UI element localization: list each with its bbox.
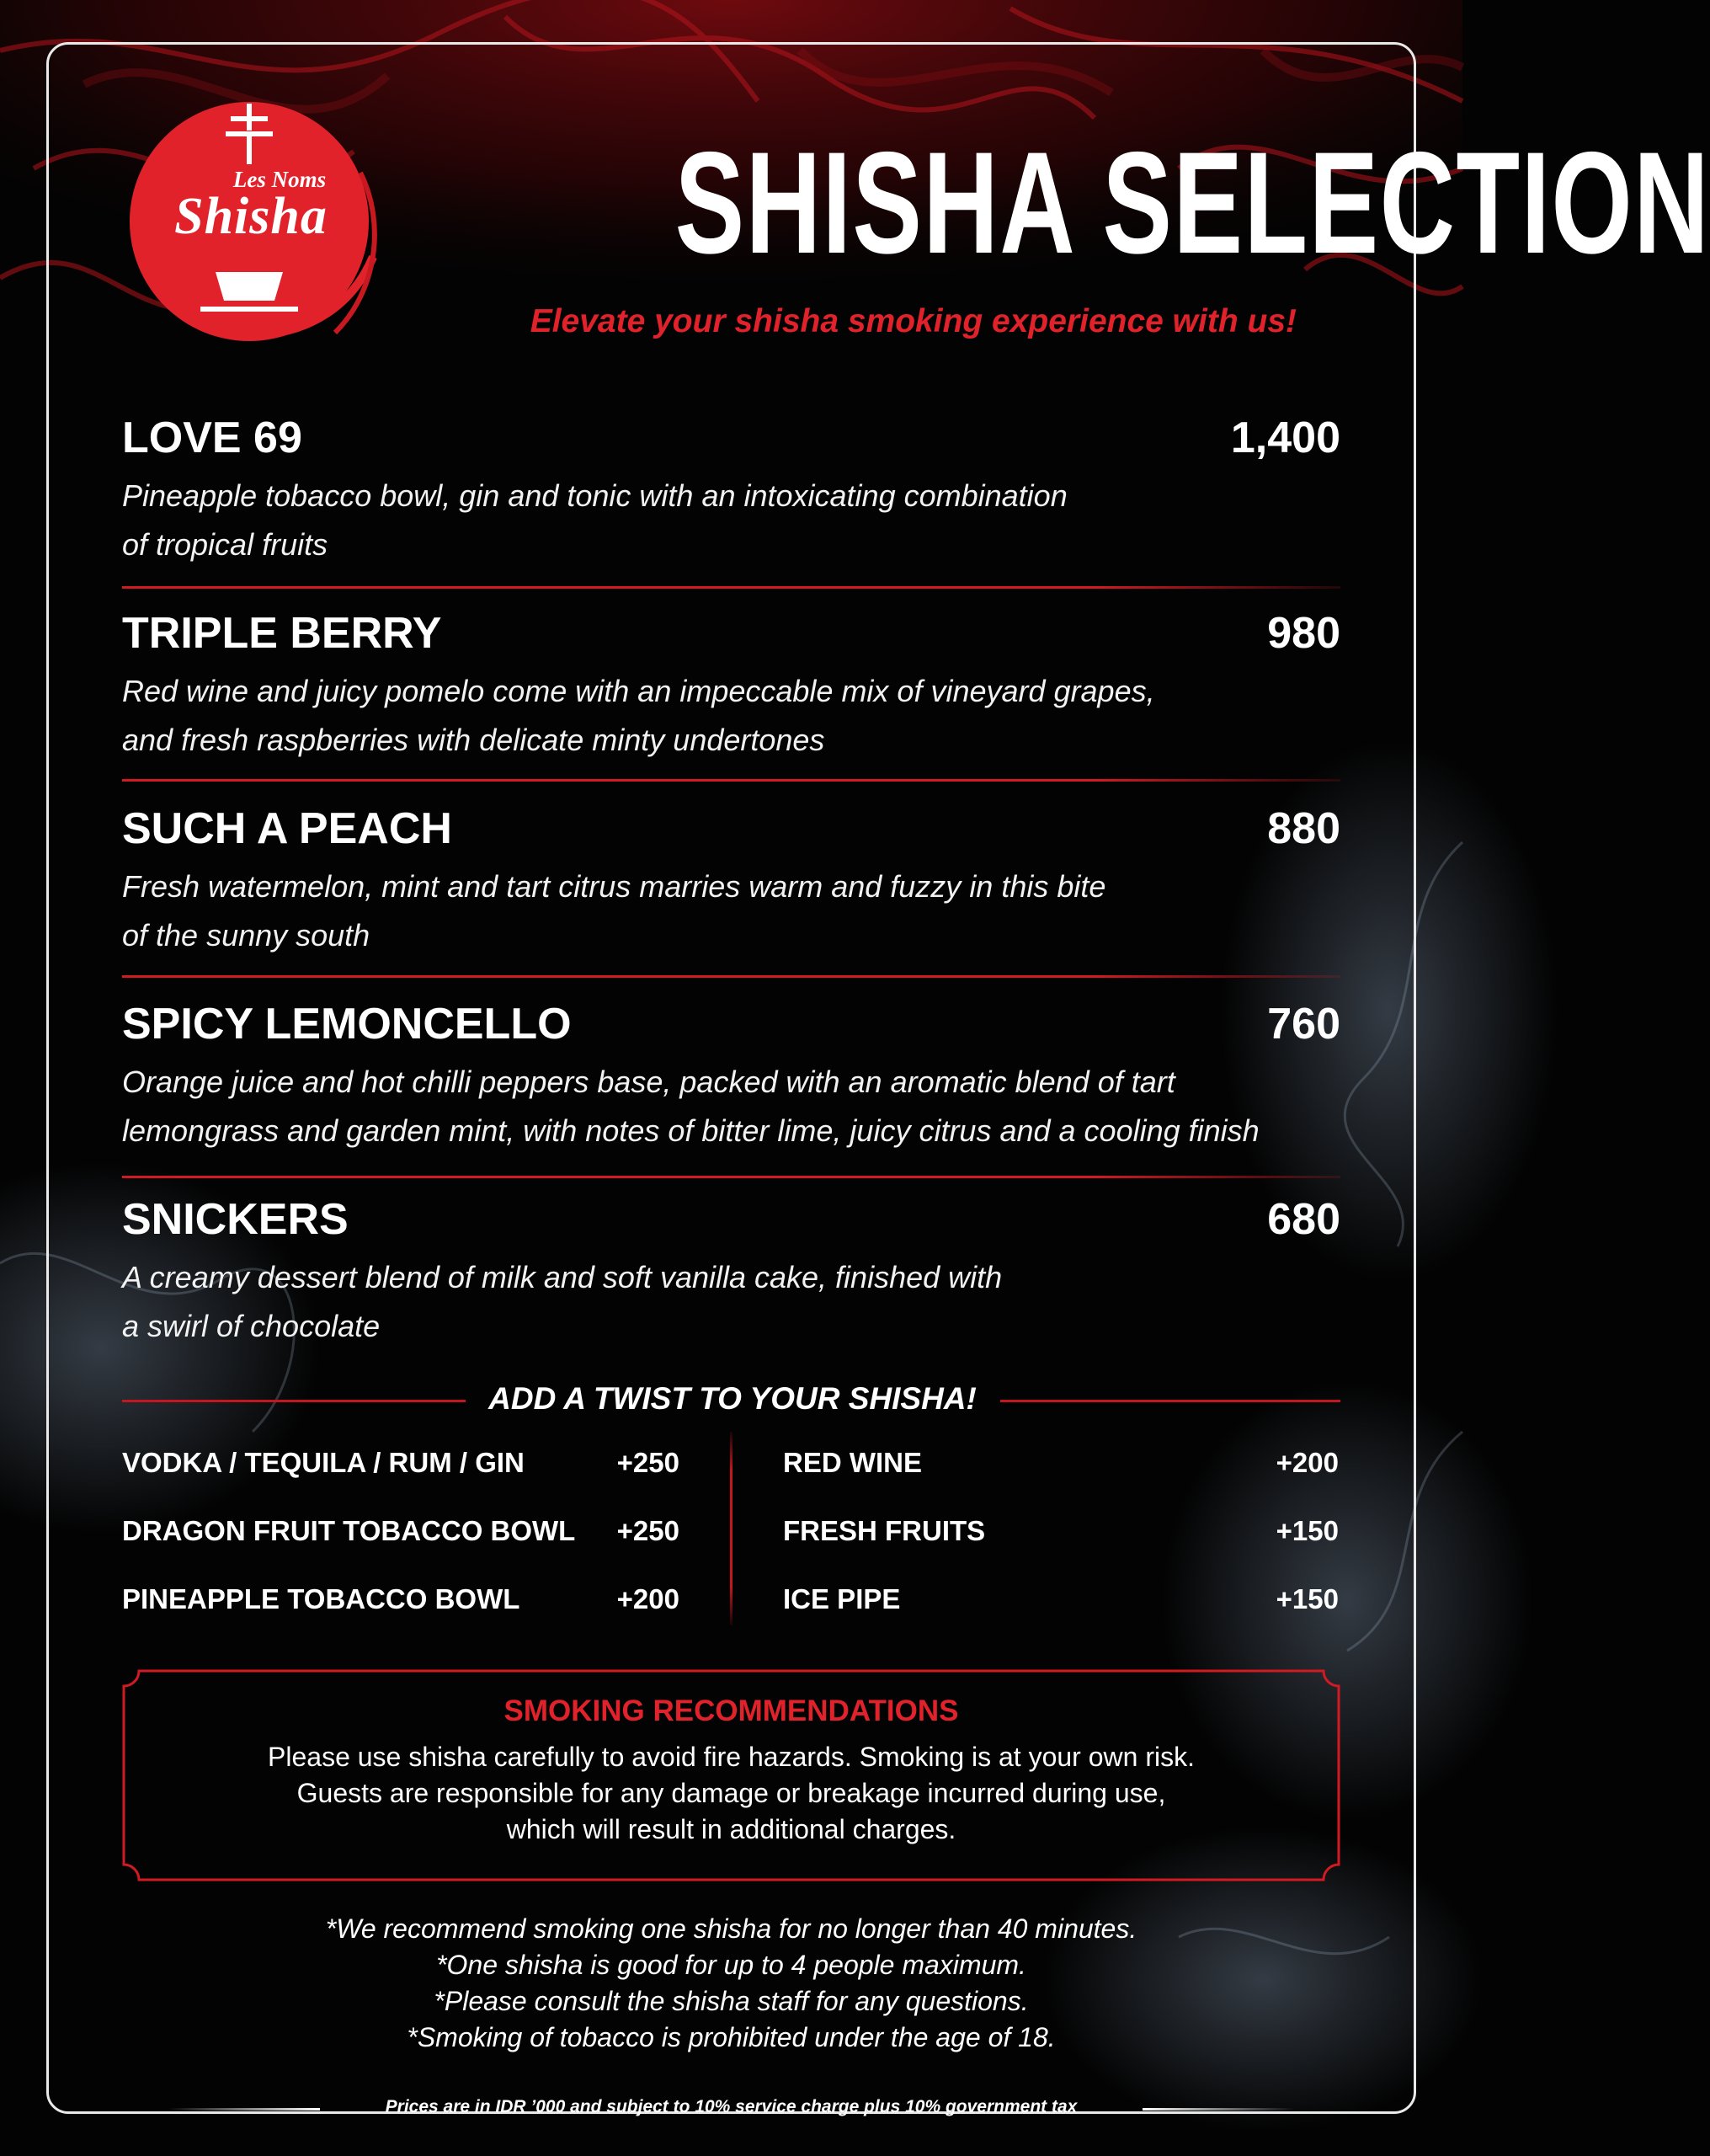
menu-item-snickers	[122, 1194, 1340, 1346]
addon-price: +250	[616, 1447, 679, 1478]
menu-item-spicy-lemoncello	[122, 999, 1340, 1150]
item-price: 1,400	[1230, 414, 1340, 462]
addon-name: DRAGON FRUIT TOBACCO BOWL	[122, 1515, 576, 1546]
item-description	[122, 667, 1340, 765]
item-divider	[122, 586, 1340, 589]
item-description	[122, 862, 1340, 960]
addon-name: RED WINE	[783, 1447, 922, 1478]
description-line: and fresh raspberries with delicate minty undertones	[122, 723, 825, 757]
addon-name: FRESH FRUITS	[783, 1515, 986, 1546]
item-description	[122, 1253, 1340, 1351]
item-divider	[122, 779, 1340, 782]
item-price: 760	[1267, 1000, 1340, 1049]
description-line: Red wine and juicy pomelo come with an impeccable mix of vineyard grapes,	[122, 674, 1155, 708]
item-name: TRIPLE BERRY	[122, 609, 442, 658]
note-line: *One shisha is good for up to 4 people maximum.	[436, 1950, 1026, 1980]
addon-price: +150	[1276, 1583, 1339, 1614]
recommendation-line: Guests are responsible for any damage or breakage incurred during use,	[296, 1778, 1166, 1808]
addon-name: PINEAPPLE TOBACCO BOWL	[122, 1583, 520, 1614]
item-price: 680	[1267, 1195, 1340, 1244]
recommendations-title: SMOKING RECOMMENDATIONS	[503, 1694, 959, 1727]
addon-price: +200	[1276, 1447, 1339, 1478]
description-line: Pineapple tobacco bowl, gin and tonic with an intoxicating combination	[122, 478, 1068, 513]
menu-item-such-a-peach	[122, 803, 1340, 955]
twist-heading: ADD A TWIST TO YOUR SHISHA!	[488, 1381, 977, 1416]
addon-price: +200	[616, 1583, 679, 1614]
recommendation-line: Please use shisha carefully to avoid fire hazards. Smoking is at your own risk.	[268, 1742, 1195, 1772]
addon-price: +150	[1276, 1515, 1339, 1546]
page-title: SHISHA SELECTION	[674, 122, 1710, 284]
description-line: A creamy dessert blend of milk and soft vanilla cake, finished with	[122, 1260, 1003, 1294]
addon-name: ICE PIPE	[783, 1583, 901, 1614]
item-name: SNICKERS	[122, 1195, 349, 1244]
menu-item-love-69	[122, 413, 1340, 564]
description-line: of tropical fruits	[122, 527, 328, 562]
description-line: Fresh watermelon, mint and tart citrus marries warm and fuzzy in this bite	[122, 869, 1106, 904]
twist-rule-left	[122, 1400, 466, 1402]
footer-price-note: Prices are in IDR ’000 and subject to 10% service charge plus 10% government tax	[385, 2097, 1078, 2116]
menu-item-triple-berry	[122, 608, 1340, 760]
item-description	[122, 472, 1340, 569]
item-divider	[122, 1176, 1340, 1178]
logo-text-small: Les Noms	[232, 167, 327, 192]
item-description	[122, 1058, 1340, 1155]
item-price: 980	[1267, 609, 1340, 658]
logo-text-large: Shisha	[174, 188, 328, 245]
note-line: *We recommend smoking one shisha for no longer than 40 minutes.	[325, 1913, 1137, 1944]
column-divider	[730, 1432, 732, 1625]
note-line: *Please consult the shisha staff for any questions.	[434, 1986, 1029, 2016]
item-name: SPICY LEMONCELLO	[122, 1000, 572, 1049]
item-price: 880	[1267, 804, 1340, 853]
item-name: LOVE 69	[122, 414, 302, 462]
tagline: Elevate your shisha smoking experience with us!	[530, 303, 1297, 339]
addon-price: +250	[616, 1515, 679, 1546]
description-line: lemongrass and garden mint, with notes of bitter lime, juicy citrus and a cooling finish	[122, 1113, 1260, 1148]
addon-name: VODKA / TEQUILA / RUM / GIN	[122, 1447, 525, 1478]
item-name: SUCH A PEACH	[122, 804, 452, 853]
recommendation-line: which will result in additional charges.	[506, 1814, 956, 1844]
description-line: of the sunny south	[122, 918, 370, 953]
note-line: *Smoking of tobacco is prohibited under the age of 18.	[407, 2022, 1056, 2052]
footer-rule-right	[1143, 2108, 1294, 2111]
description-line: a swirl of chocolate	[122, 1309, 381, 1343]
item-divider	[122, 975, 1340, 978]
description-line: Orange juice and hot chilli peppers base, packed with an aromatic blend of tart	[122, 1065, 1175, 1099]
twist-rule-right	[1000, 1400, 1340, 1402]
